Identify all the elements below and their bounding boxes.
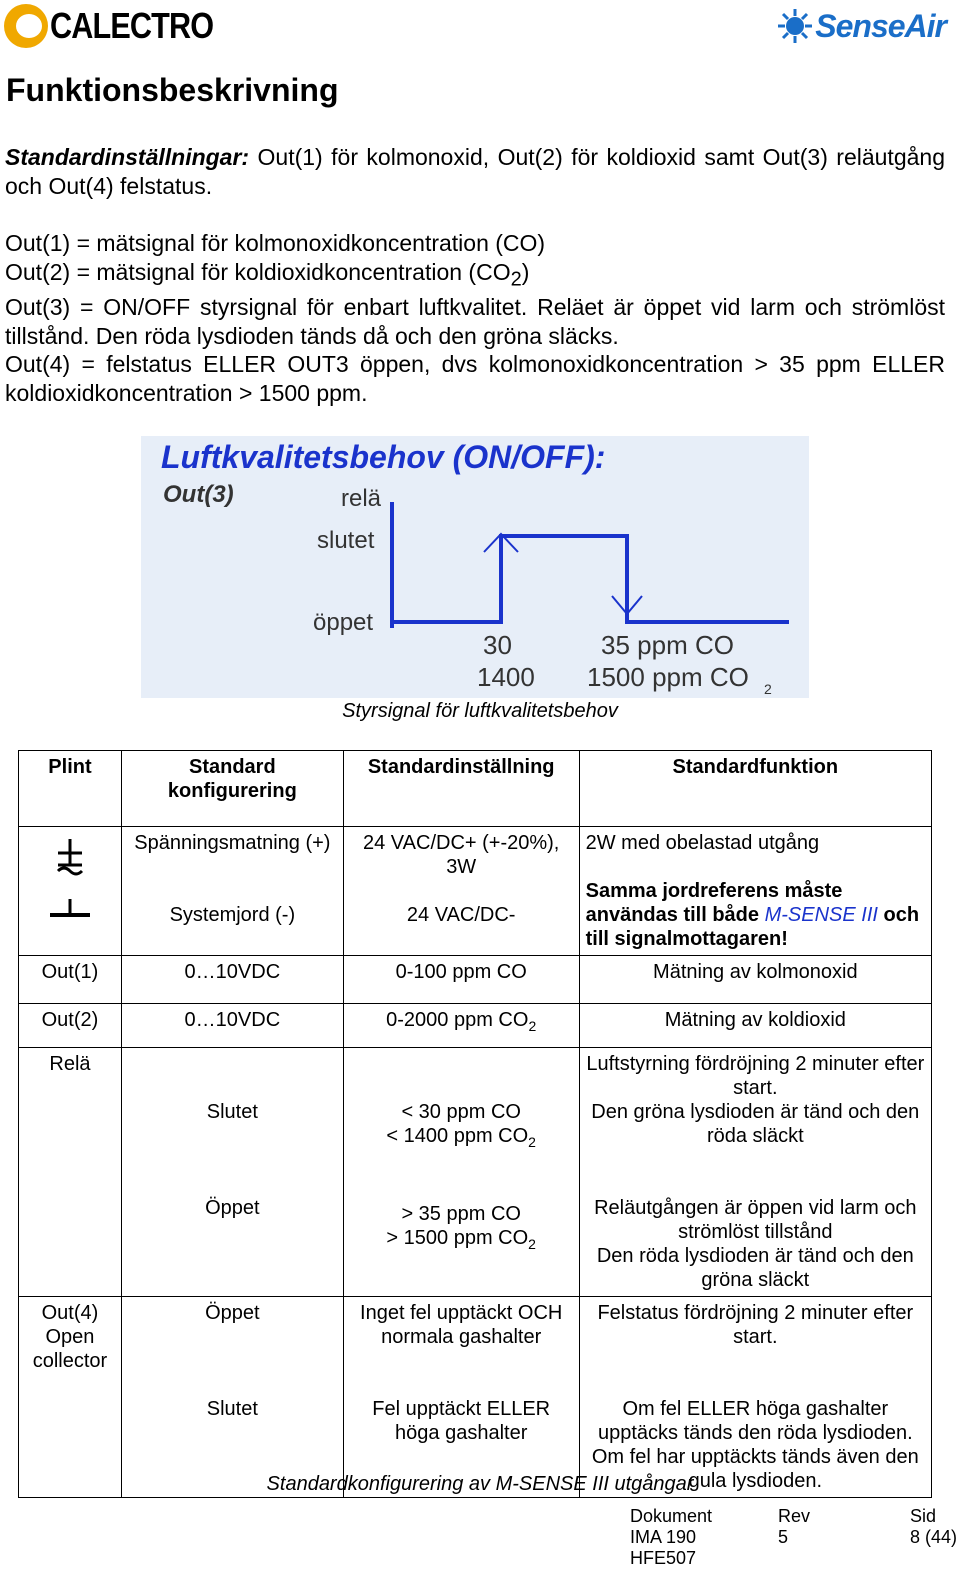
power-config-cell: Spänningsmatning (+) Systemjord (-)	[121, 827, 343, 956]
out1-config: 0…10VDC	[121, 956, 343, 1004]
x-tick-1400: 1400	[477, 662, 535, 692]
header-setting: Standardinställning	[343, 751, 579, 827]
y-label-oppet: öppet	[313, 609, 374, 636]
out1-line: Out(1) = mätsignal för kolmonoxidkoncentration (CO)	[5, 230, 546, 256]
calectro-logo-text: CALECTRO	[50, 5, 214, 46]
out4-paragraph: Out(4) = felstatus ELLER OUT3 öppen, dvs kolmonoxidkoncentration > 35 ppm ELLER koldioxidkoncentration > 1500 ppm.	[5, 351, 945, 406]
out2-setting: 0-2000 ppm $CO_2$	[343, 1004, 579, 1048]
x-tick-1500-sub: 2	[764, 681, 772, 697]
out4-plint: Out(4) Open collector	[19, 1297, 122, 1498]
rela-config-cell: Slutet Öppet	[121, 1048, 343, 1297]
chart-caption: Styrsignal för luftkvalitetsbehov	[342, 700, 618, 722]
intro-label: Standardinställningar:	[5, 144, 250, 170]
x-tick-35: 35 ppm CO	[601, 630, 734, 660]
out2-plint: Out(2)	[19, 1004, 122, 1048]
header-plint: Plint	[19, 751, 122, 827]
out4-function-cell: Felstatus fördröjning 2 minuter efter start. Om fel ELLER höga gashalter upptäcks tänds den röda lysdioden. Om fel har upptäckts tänds även den gula lysdioden.	[579, 1297, 931, 1498]
power-setting-cell: 24 VAC/DC+ (+-20%), 3W 24 VAC/DC-	[343, 827, 579, 956]
out1-function: Mätning av kolmonoxid	[579, 956, 931, 1004]
out4-setting-cell: Inget fel upptäckt OCH normala gashalter Fel upptäckt ELLER höga gashalter	[343, 1297, 579, 1498]
x-tick-30: 30	[483, 630, 512, 660]
power-ground-symbols	[19, 827, 122, 956]
footer-document: Dokument IMA 190 HFE507	[630, 1506, 713, 1568]
chart-subtitle: Out(3)	[163, 481, 234, 508]
out2-config: 0…10VDC	[121, 1004, 343, 1048]
signal-line	[392, 536, 789, 622]
footer-rev: Rev 5	[778, 1506, 811, 1547]
rela-function-cell: Luftstyrning fördröjning 2 minuter efter start. Den gröna lysdioden är tänd och den röda släckt Reläutgången är öppen vid larm och strömlöst tillstånd Den röda lysdioden är tänd och den gröna släckt	[579, 1048, 931, 1297]
power-function-cell: 2W med obelastad utgång Samma jordreferens måste användas till både M-SENSE III och till signalmottagaren!	[579, 827, 931, 956]
out2-line: Out(2) = mätsignal för koldioxidkoncentration $(CO_2)$	[5, 259, 530, 291]
relay-chart	[141, 436, 809, 698]
out4-config-cell: Öppet Slutet	[121, 1297, 343, 1498]
header-function: Standardfunktion	[579, 751, 931, 827]
y-label-rela: relä	[341, 485, 382, 512]
intro-paragraph	[5, 143, 945, 201]
senseair-sun-icon	[777, 8, 813, 44]
out1-plint: Out(1)	[19, 956, 122, 1004]
x-tick-1500: 1500 ppm CO	[587, 662, 749, 692]
page-title: Funktionsbeskrivning	[6, 72, 339, 108]
table-caption: Standardkonfigurering av M-SENSE III utgångar	[266, 1473, 694, 1495]
intro-text: Out(1) för kolmonoxid, Out(2) för koldioxid samt Out(3) reläutgång och Out(4) felstatus.	[5, 144, 945, 199]
y-label-slutet: slutet	[317, 527, 375, 554]
calectro-logo	[4, 4, 242, 48]
config-table	[18, 750, 932, 1498]
header-config: Standard konfigurering	[121, 751, 343, 827]
rela-setting-cell: < 30 ppm CO < 1400 ppm $CO_2$ > 35 ppm CO > 1500 ppm $CO_2$	[343, 1048, 579, 1297]
senseair-logo	[777, 6, 946, 46]
power-ground-icon	[40, 831, 100, 931]
out1-setting: 0-100 ppm CO	[343, 956, 579, 1004]
relay-chart-svg	[141, 436, 809, 698]
out2-function: Mätning av koldioxid	[579, 1004, 931, 1048]
chart-title: Luftkvalitetsbehov (ON/OFF):	[161, 439, 606, 475]
senseair-logo-text: SenseAir	[815, 7, 946, 44]
calectro-logo-icon	[4, 4, 48, 48]
rela-plint: Relä	[19, 1048, 122, 1297]
out3-paragraph: Out(3) = ON/OFF styrsignal för enbart luftkvalitet. Reläet är öppet vid larm och strömlöst tillstånd. Den röda lysdioden tänds då och den gröna släcks.	[5, 294, 945, 349]
footer-page: Sid 8 (44)	[910, 1506, 958, 1547]
